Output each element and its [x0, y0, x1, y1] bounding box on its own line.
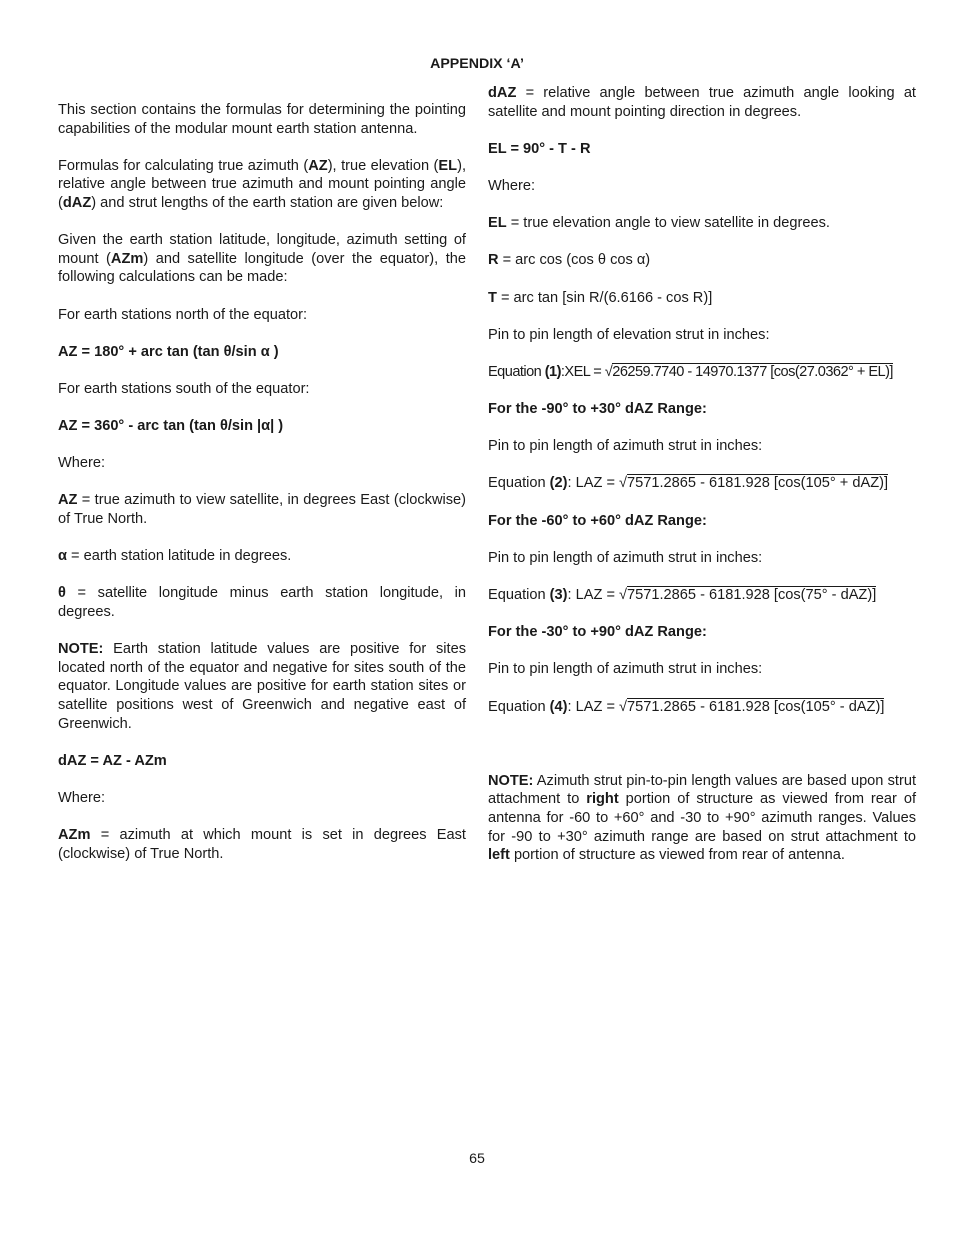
intro-paragraph: This section contains the formulas for determining the pointing capabilities of the modular mount earth station antenna. [58, 102, 466, 137]
north-formula: AZ = 180° + arc tan (tan θ/sin α ) [58, 343, 279, 360]
alpha-definition: α = earth station latitude in degrees. [58, 548, 292, 565]
latitude-note: NOTE: Earth station latitude values are positive for sites located north of the equator and negative for sites south of the equator. Longitude values are positive for earth station sites or satellite positions west of Greenwich and negative east of Greenwich. [58, 641, 466, 732]
strut-note: NOTE: Azimuth strut pin-to-pin length values are based upon strut attachment to right portion of structure as viewed from rear of antenna for -60 to +60° and -30 to +90° azimuth ranges. Values for -90 to +30° azimuth range are based on strut attachment to left portion of structure as viewed from rear of antenna. [488, 772, 916, 864]
north-label: For earth stations north of the equator: [58, 306, 308, 323]
azimuth-strut-label-3: Pin to pin length of azimuth strut in inches: [488, 661, 763, 678]
range-heading-1: For the -90° to +30° dAZ Range: [488, 401, 707, 418]
given-paragraph: Given the earth station latitude, longitude, azimuth setting of mount (AZm) and satellite longitude (over the equator), the following calculations can be made: [58, 232, 466, 286]
south-label: For earth stations south of the equator: [58, 380, 310, 397]
page-number: 65 [469, 1151, 485, 1167]
formulas-paragraph: Formulas for calculating true azimuth (AZ), true elevation (EL), relative angle between true azimuth and mount pointing angle (dAZ) and strut lengths of the earth station are given below: [58, 157, 466, 211]
azm-definition: AZm = azimuth at which mount is set in degrees East (clockwise) of True North. [58, 827, 466, 862]
where-label-right: Where: [488, 177, 536, 194]
where-label: Where: [58, 455, 106, 472]
right-column [488, 84, 916, 883]
r-definition: R = arc cos (cos θ cos α) [488, 252, 651, 269]
south-formula: AZ = 360° - arc tan (tan θ/sin |α| ) [58, 418, 284, 435]
equation-3: Equation (3): LAZ = √7571.2865 - 6181.928 [cos(75° - dAZ)] [488, 587, 877, 604]
range-heading-3: For the -30° to +90° dAZ Range: [488, 624, 707, 641]
range-heading-2: For the -60° to +60° dAZ Range: [488, 512, 707, 529]
spacer [488, 735, 916, 772]
where-label-2: Where: [58, 789, 106, 806]
equation-4: Equation (4): LAZ = √7571.2865 - 6181.928 [cos(105° - dAZ)] [488, 698, 885, 715]
el-formula: EL = 90° - T - R [488, 140, 591, 157]
equation-2: Equation (2): LAZ = √7571.2865 - 6181.928 [cos(105° + dAZ)] [488, 475, 889, 492]
page-heading: APPENDIX ‘A’ [430, 56, 524, 72]
azimuth-strut-label-2: Pin to pin length of azimuth strut in inches: [488, 549, 763, 566]
el-definition: EL = true elevation angle to view satellite in degrees. [488, 215, 830, 232]
left-column [58, 101, 466, 882]
az-definition: AZ = true azimuth to view satellite, in degrees East (clockwise) of True North. [58, 492, 466, 528]
elevation-strut-label: Pin to pin length of elevation strut in inches: [488, 326, 770, 343]
daz-definition: dAZ = relative angle between true azimuth angle looking at satellite and mount pointing direction in degrees. [488, 85, 916, 120]
equation-1: Equation (1):XEL = √26259.7740 - 14970.1377 [cos(27.0362° + EL)] [488, 363, 893, 380]
daz-formula: dAZ = AZ - AZm [58, 752, 167, 769]
theta-definition: θ = satellite longitude minus earth station longitude, in degrees. [58, 585, 466, 621]
azimuth-strut-label-1: Pin to pin length of azimuth strut in inches: [488, 438, 763, 455]
t-definition: T = arc tan [sin R/(6.6166 - cos R)] [488, 289, 713, 306]
